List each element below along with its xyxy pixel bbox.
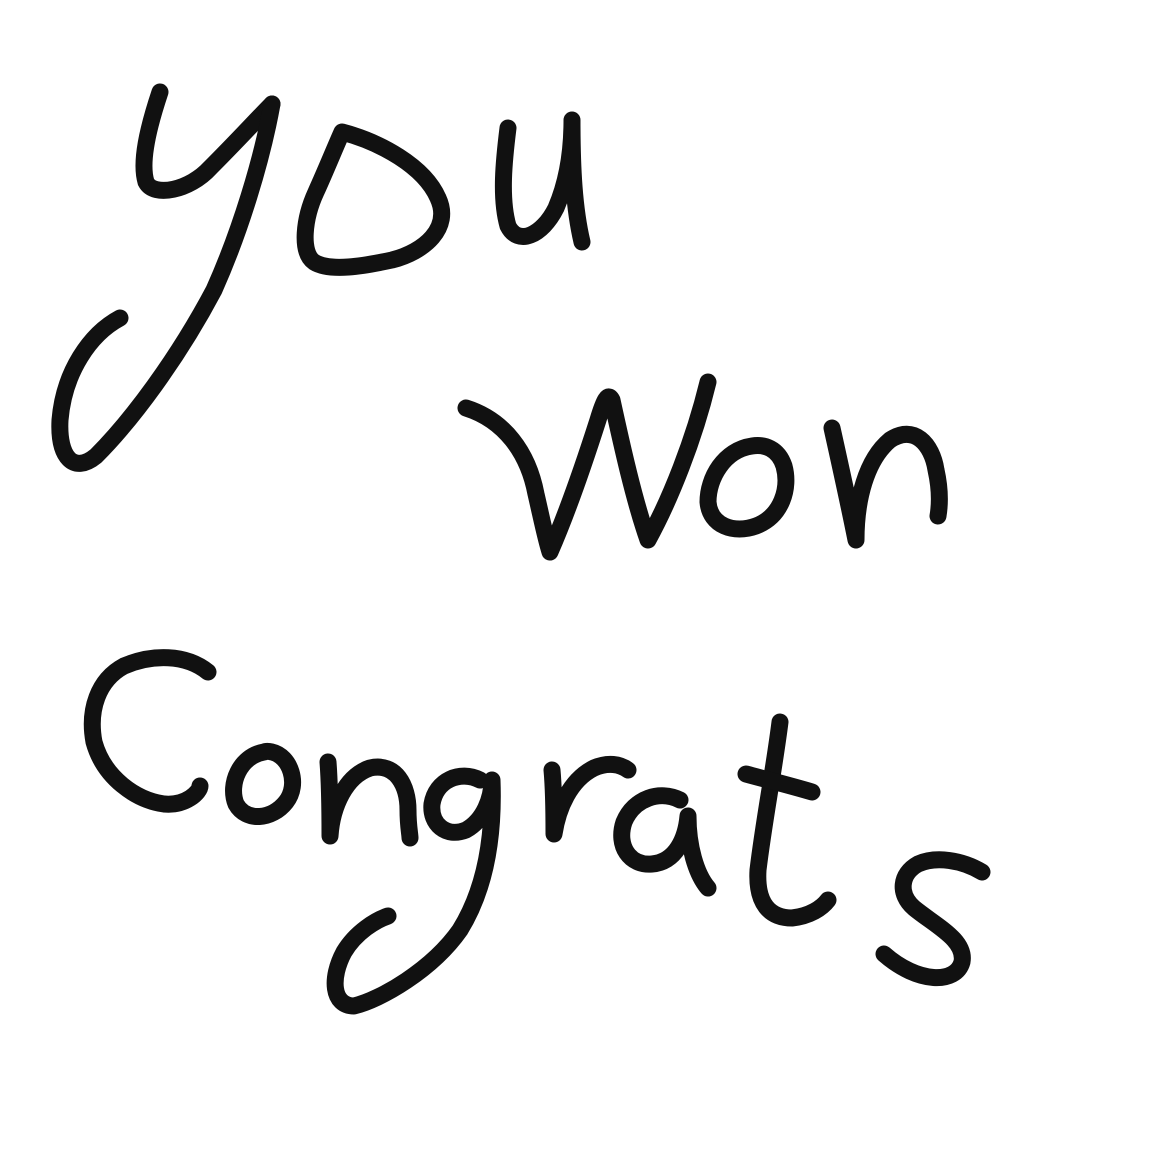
- stroke-c: [92, 658, 208, 805]
- handwritten-word-congrats: [92, 658, 982, 1006]
- stroke-w: [466, 382, 708, 552]
- handwritten-word-won: [466, 382, 939, 552]
- stroke-u: [503, 120, 582, 242]
- stroke-t-crossbar: [746, 774, 812, 792]
- stroke-a: [622, 796, 708, 888]
- stroke-y-descender: [60, 104, 272, 463]
- stroke-n2: [328, 762, 410, 838]
- stroke-s: [884, 860, 982, 978]
- stroke-n: [832, 428, 939, 540]
- stroke-o: [305, 132, 442, 267]
- stroke-o3: [234, 751, 293, 816]
- stroke-o2: [708, 446, 786, 529]
- stroke-t-stem: [758, 722, 828, 918]
- handwritten-word-you: [60, 92, 582, 463]
